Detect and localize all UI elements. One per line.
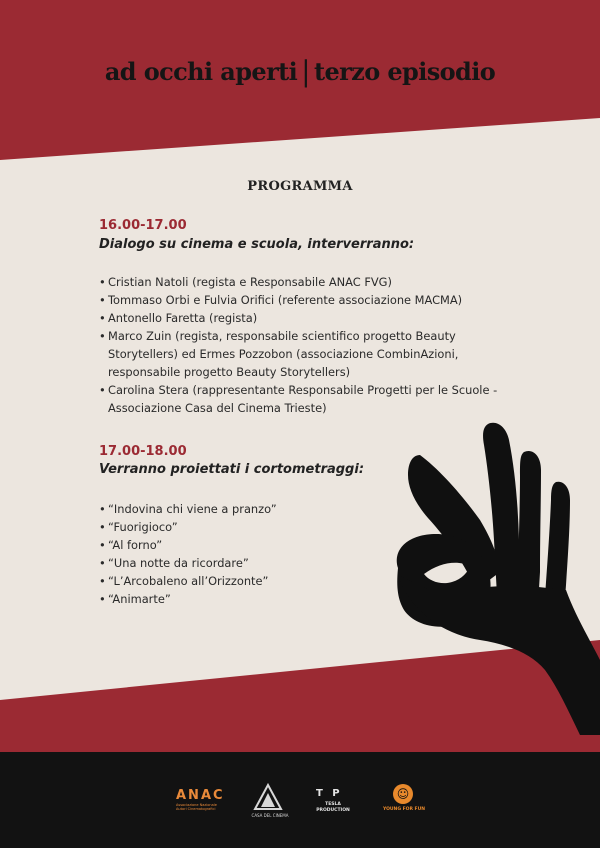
- tesla-production-logo-mark: T P: [316, 788, 343, 799]
- tesla-production-logo-text: TESLA PRODUCTION: [316, 802, 350, 813]
- poster-title: [0, 54, 600, 87]
- session2-subtitle: Verranno proiettati i cortometraggi:: [99, 462, 365, 477]
- session1-subtitle: Dialogo su cinema e scuola, interverranno:: [99, 237, 415, 252]
- list-item: • Antonello Faretta (regista): [99, 309, 519, 327]
- title-separator: |: [301, 55, 310, 88]
- list-item: • Marco Zuin (regista, responsabile scientifico progetto Beauty Storytellers) ed Ermes Pozzobon (associazione CombinAzioni, responsabile progetto Beauty Storytellers): [99, 327, 519, 381]
- list-item: • “Fuorigioco”: [99, 518, 519, 536]
- title-main: ad occhi aperti: [104, 57, 298, 86]
- session1-speakers-list: [99, 273, 519, 417]
- list-item: • “L’Arcobaleno all’Orizzonte”: [99, 572, 519, 590]
- sponsor-footer: [0, 752, 600, 848]
- title-episode: terzo episodio: [313, 57, 496, 86]
- list-item: • “Animarte”: [99, 590, 519, 608]
- list-item: • Tommaso Orbi e Fulvia Orifici (referente associazione MACMA): [99, 291, 519, 309]
- casa-del-cinema-logo: [252, 782, 284, 814]
- session2-films-list: [99, 500, 519, 608]
- anac-logo-subtitle: Associazione Nazionale Autori Cinematografici: [176, 803, 217, 811]
- session1-time: 16.00-17.00: [99, 218, 187, 233]
- list-item: • “Una notte da ricordare”: [99, 554, 519, 572]
- casa-del-cinema-logo-text: CASA DEL CINEMA: [251, 813, 289, 818]
- list-item: • “Indovina chi viene a pranzo”: [99, 500, 519, 518]
- program-heading: PROGRAMMA: [247, 179, 353, 194]
- anac-logo: ANAC: [176, 788, 225, 803]
- list-item: • Carolina Stera (rappresentante Responsabile Progetti per le Scuole - Associazione Casa del Cinema Trieste): [99, 381, 519, 417]
- young-for-fun-logo-text: YOUNG FOR FUN: [382, 807, 426, 812]
- smile-icon: ☺: [396, 787, 410, 801]
- list-item: • Cristian Natoli (regista e Responsabile ANAC FVG): [99, 273, 519, 291]
- list-item: • “Al forno”: [99, 536, 519, 554]
- session2-time: 17.00-18.00: [99, 444, 187, 459]
